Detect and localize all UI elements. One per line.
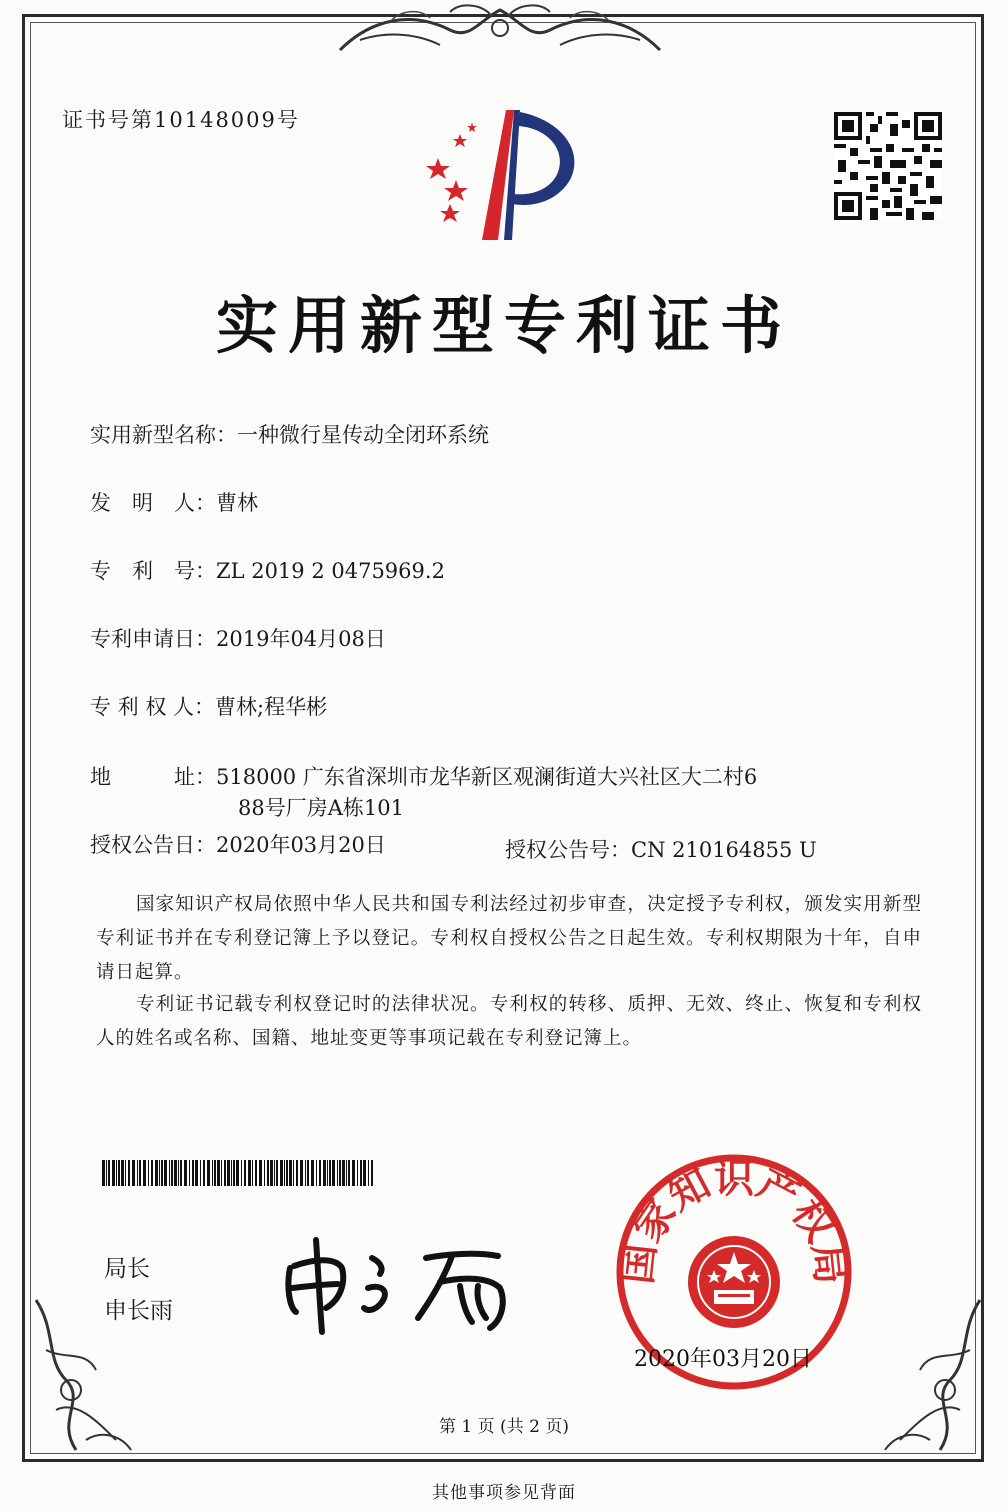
patent-number-field — [90, 556, 445, 586]
patent-number-label: 专 利 号： — [90, 559, 216, 583]
grant-number-label: 授权公告号： — [505, 838, 631, 862]
director-name: 申长雨 — [104, 1298, 173, 1324]
seal-text: 国家知识产权局 — [614, 1156, 854, 1287]
address-line2: 88号厂房A栋101 — [238, 796, 404, 820]
filing-date-value: 2019年04月08日 — [216, 627, 386, 651]
patent-number-value: ZL 2019 2 0475969.2 — [216, 559, 445, 583]
page-number: 第 1 页 (共 2 页) — [439, 1417, 569, 1437]
certificate-title: 实用新型专利证书 — [215, 289, 792, 362]
grant-date-value: 2020年03月20日 — [216, 833, 386, 857]
grant-number-field — [505, 834, 817, 864]
address-line1: 518000 广东省深圳市龙华新区观澜街道大兴社区大二村6 — [216, 765, 758, 789]
signature-icon — [276, 1228, 516, 1338]
grant-date-field — [90, 830, 386, 860]
patentee-label: 专 利 权 人： — [90, 695, 216, 719]
paragraph-1: 国家知识产权局依照中华人民共和国专利法经过初步审查，决定授予专利权，颁发实用新型专利证书并在专利登记簿上予以登记。专利权自授权公告之日起生效。专利权期限为十年，自申请日起算。 — [96, 894, 922, 983]
director-title: 局长 — [104, 1256, 150, 1282]
footer-note: 其他事项参见背面 — [432, 1483, 576, 1503]
seal-date: 2020年03月20日 — [634, 1347, 812, 1372]
grant-number-value: CN 210164855 U — [631, 838, 817, 862]
paragraph-2: 专利证书记载专利权登记时的法律状况。专利权的转移、质押、无效、终止、恢复和专利权人的姓名或名称、国籍、地址变更等事项记载在专利登记簿上。 — [96, 994, 922, 1049]
qr-code-icon — [834, 112, 942, 220]
top-ornament-icon — [330, 0, 670, 62]
director-block — [104, 1248, 173, 1332]
grant-date-label: 授权公告日： — [90, 833, 216, 857]
address-field — [90, 762, 757, 792]
filing-date-label: 专利申请日： — [90, 627, 216, 651]
patentee-field — [90, 692, 327, 722]
barcode-icon — [102, 1160, 374, 1186]
patentee-value: 曹林;程华彬 — [215, 695, 328, 719]
inventor-field — [90, 488, 258, 518]
utility-model-name-value: 一种微行星传动全闭环系统 — [237, 423, 489, 447]
inventor-value: 曹林 — [216, 491, 258, 515]
utility-model-name-label: 实用新型名称： — [90, 423, 237, 447]
filing-date-field — [90, 624, 386, 654]
emblem-icon — [420, 100, 590, 250]
inventor-label: 发 明 人： — [90, 491, 216, 515]
certificate-number: 证书号第10148009号 — [62, 108, 300, 132]
utility-model-name-field — [90, 420, 489, 450]
address-label: 地 址： — [90, 765, 216, 789]
